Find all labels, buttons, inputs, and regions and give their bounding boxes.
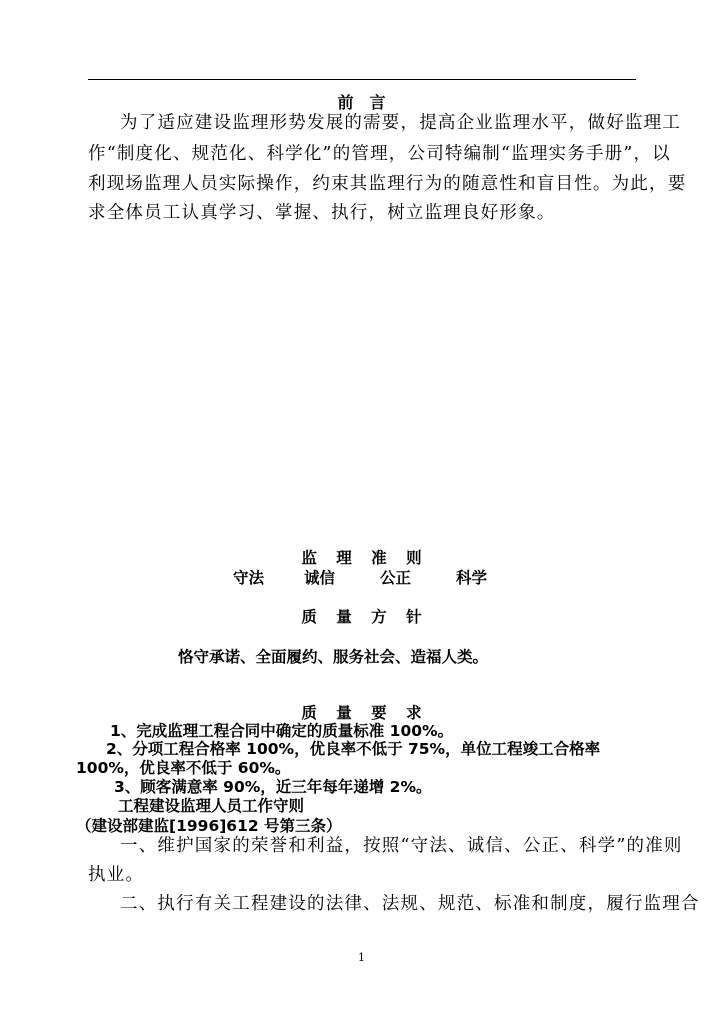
preface-line-4: 求全体员工认真学习、掌握、执行，树立监理良好形象。: [88, 203, 556, 223]
principles-title: 监 理 准 则: [301, 549, 422, 567]
policy-title: 质 量 方 针: [301, 608, 422, 626]
requirements-title: 质 量 要 求: [301, 704, 422, 722]
page-number: 1: [358, 951, 365, 964]
policy-text: 恪守承诺、全面履约、服务社会、造福人类。: [178, 648, 489, 666]
requirement-3: 3、顾客满意率 90%，近三年每年递增 2%。: [114, 778, 432, 796]
preface-line-2: 作“制度化、规范化、科学化”的管理，公司特编制“监理实务手册”，以: [88, 144, 671, 164]
requirement-2-cont: 100%，优良率不低于 60%。: [76, 759, 291, 777]
principle-3: 公正: [380, 569, 412, 587]
preface-line-3: 利现场监理人员实际操作，约束其监理行为的随意性和盲目性。为此，要: [88, 174, 687, 194]
code-title: 工程建设监理人员工作守则: [118, 797, 305, 815]
preface-title: 前 言: [337, 93, 386, 112]
principle-1: 守法: [233, 569, 265, 587]
code-line-3: 二、执行有关工程建设的法律、法规、规范、标准和制度，履行监理合: [120, 894, 700, 914]
principle-4: 科学: [456, 569, 488, 587]
preface-line-1: 为了适应建设监理形势发展的需要，提高企业监理水平，做好监理工: [120, 113, 681, 133]
code-source: （建设部建监[1996]612 号第三条）: [76, 817, 342, 835]
code-line-1: 一、维护国家的荣誉和利益，按照“守法、诚信、公正、科学”的准则: [120, 836, 683, 856]
requirement-2: 2、分项工程合格率 100%，优良率不低于 75%，单位工程竣工合格率: [106, 740, 601, 758]
principle-2: 诚信: [304, 569, 336, 587]
code-line-2: 执业。: [88, 865, 145, 885]
header-rule: [88, 79, 636, 80]
requirement-1: 1、完成监理工程合同中确定的质量标准 100%。: [110, 722, 454, 740]
